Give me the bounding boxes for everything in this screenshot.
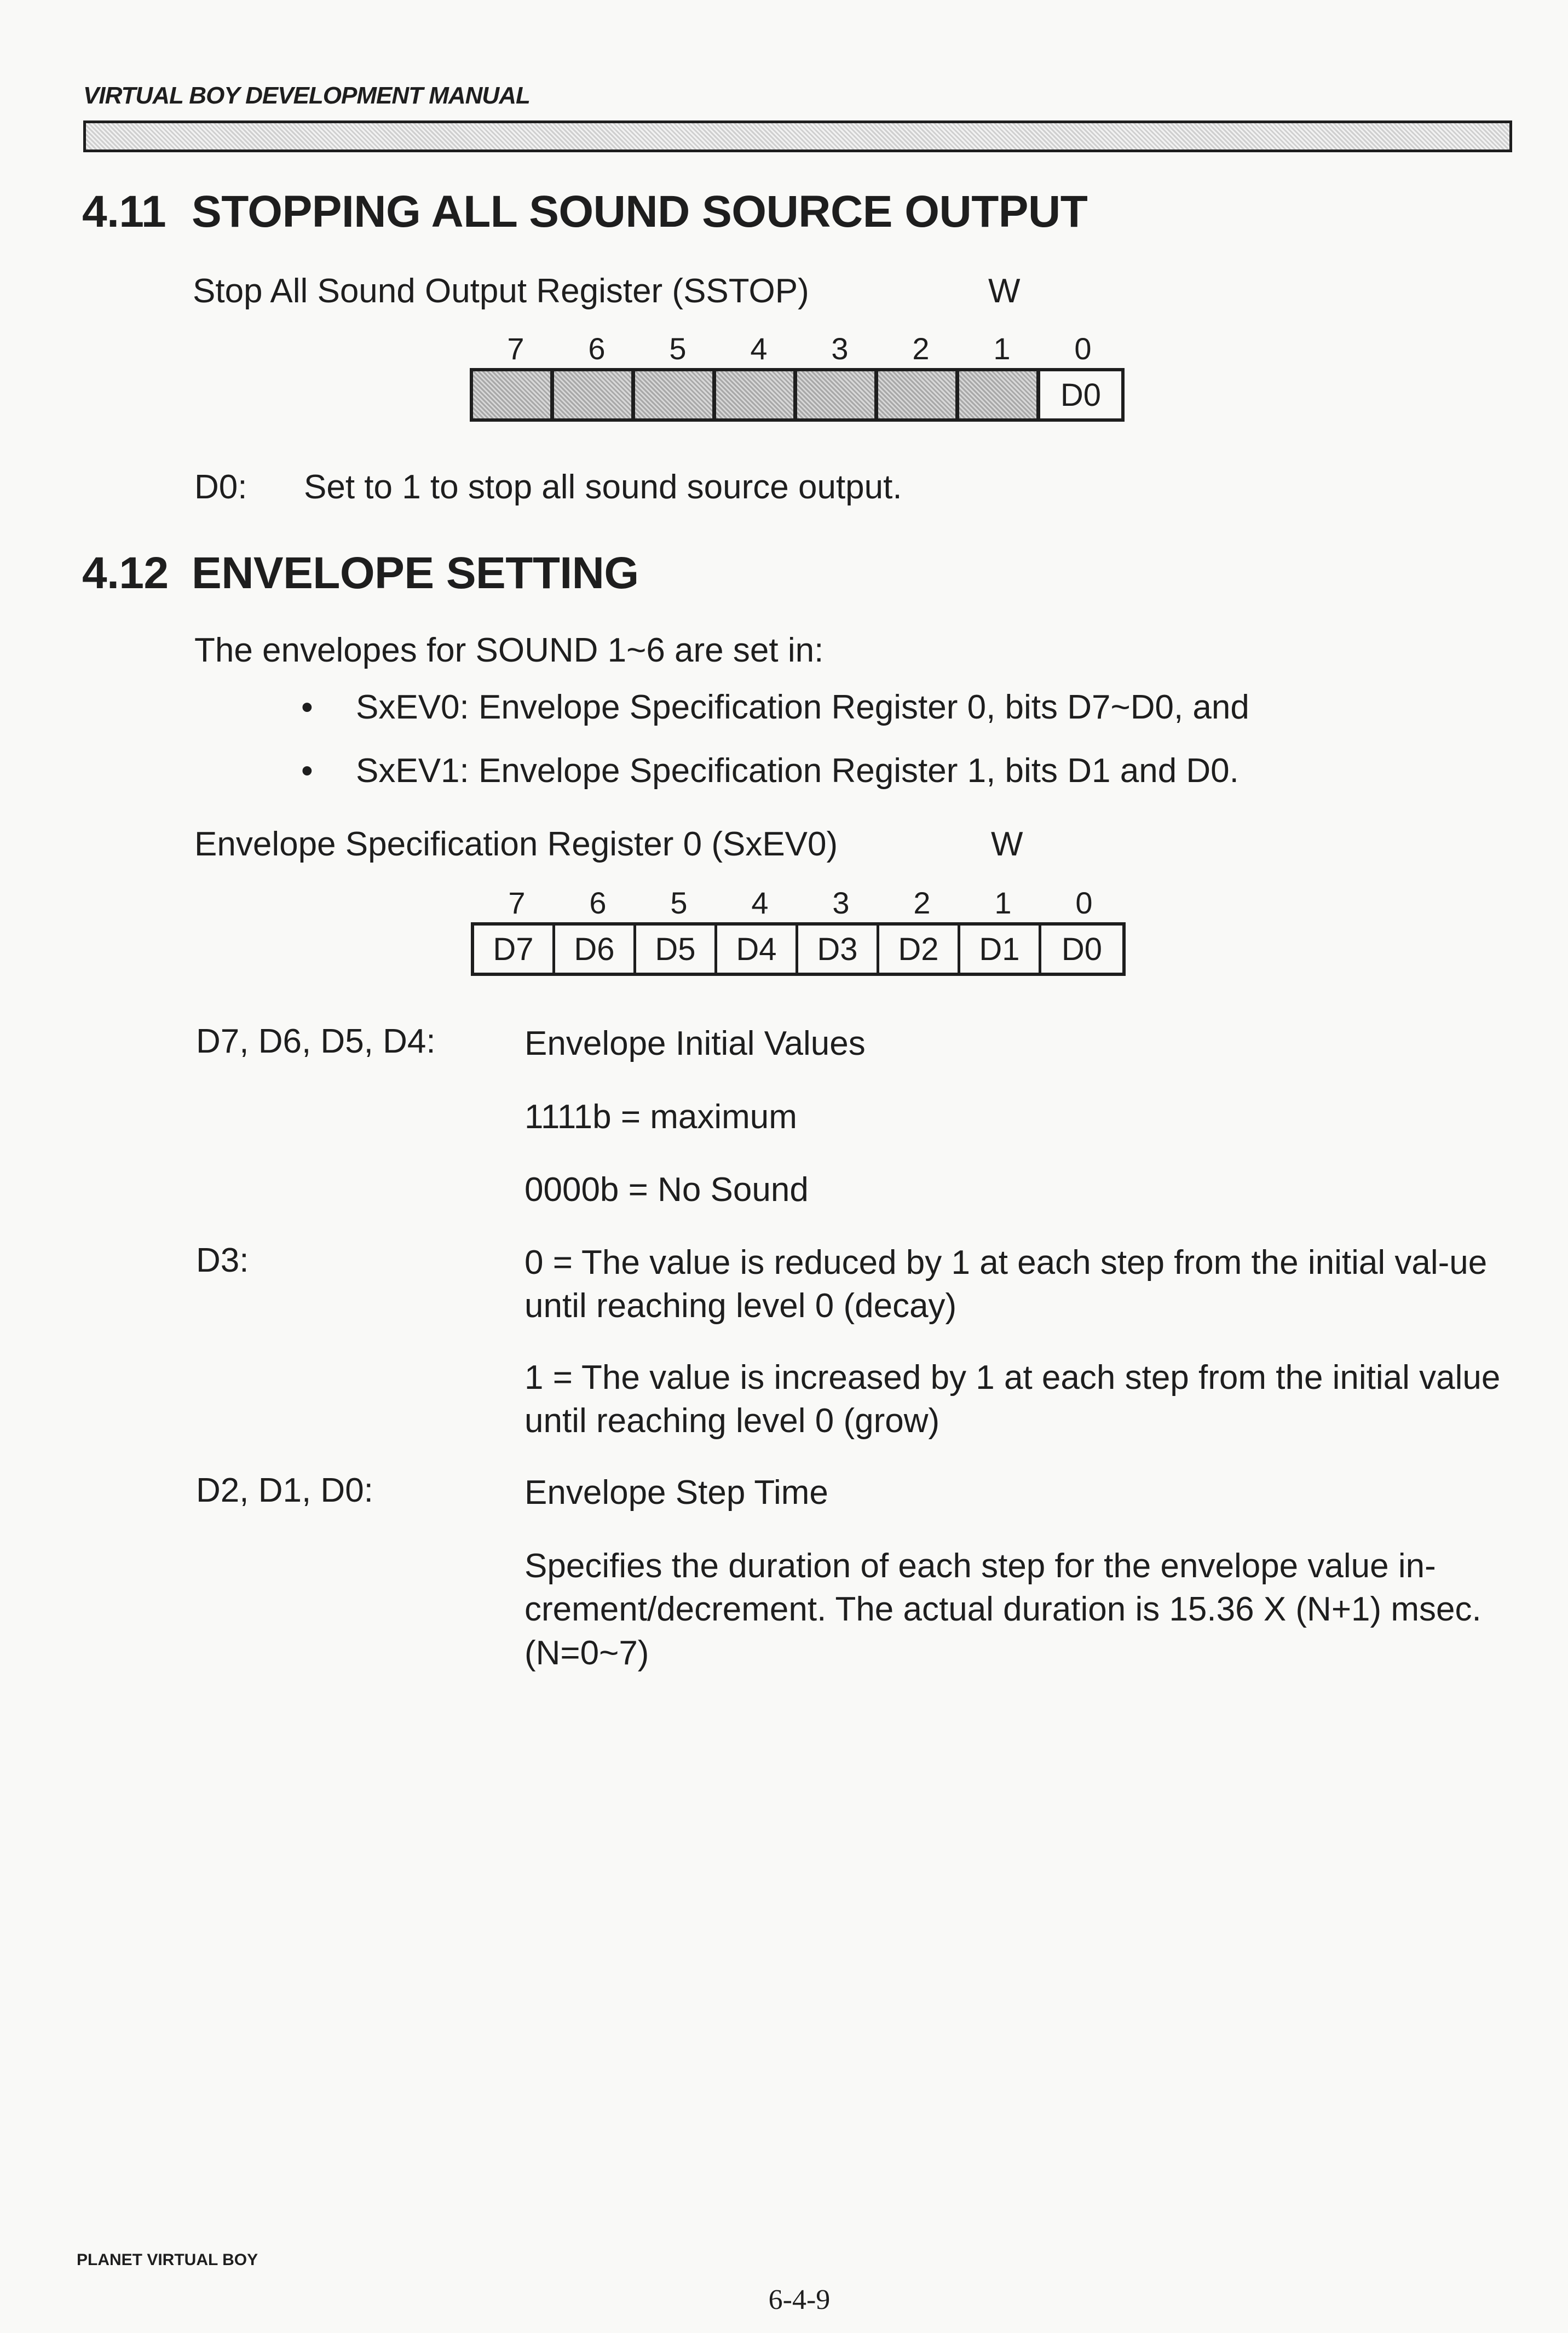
section-412-title: ENVELOPE SETTING: [192, 548, 639, 598]
bit-number: 5: [669, 331, 687, 366]
bit-number: 6: [588, 331, 606, 366]
section-412-intro: The envelopes for SOUND 1~6 are set in:: [194, 631, 824, 669]
field-label-d2-d0: D2, D1, D0:: [196, 1472, 373, 1509]
reserved-bit-cell: [554, 371, 635, 418]
bit-number: 1: [994, 886, 1012, 920]
page-number: 6-4-9: [768, 2284, 831, 2315]
reserved-bit-cell: [797, 371, 878, 418]
bit-number: 5: [670, 886, 688, 920]
field-desc-line: Specifies the duration of each step for the envelope value in-crement/decrement. The actual duration is 15.36 X (N+1) msec. (N=0~7): [524, 1547, 1481, 1672]
field-desc-line: 0000b = No Sound: [524, 1171, 809, 1209]
field-desc-line: 1111b = maximum: [524, 1098, 797, 1136]
field-desc-line: 1 = The value is increased by 1 at each step from the initial value until reaching level 0 (grow): [524, 1359, 1501, 1440]
section-412-heading: [82, 548, 639, 599]
sxev0-access: W: [991, 825, 1023, 863]
bit-number: 3: [832, 886, 850, 920]
field-label-d7-d4: D7, D6, D5, D4:: [196, 1022, 436, 1060]
bullet-item: [301, 688, 1249, 727]
bullet-text: SxEV0: Envelope Specification Register 0, bits D7~D0, and: [356, 688, 1249, 726]
sstop-field-label: D0:: [194, 468, 247, 506]
bit-number: 4: [750, 331, 768, 366]
bullet-text: SxEV1: Envelope Specification Register 1, bits D1 and D0.: [356, 752, 1239, 790]
field-desc-line: Envelope Step Time: [524, 1474, 828, 1512]
bit-cell-d3: D3: [798, 926, 879, 973]
sstop-access: W: [988, 272, 1021, 310]
bit-cell-d2: D2: [879, 926, 960, 973]
reserved-bit-cell: [635, 371, 716, 418]
sxev0-register-name: Envelope Specification Register 0 (SxEV0): [194, 825, 838, 863]
field-desc-line: Envelope Initial Values: [524, 1025, 866, 1062]
section-411-title: STOPPING ALL SOUND SOURCE OUTPUT: [192, 187, 1088, 237]
reserved-bit-cell: [716, 371, 797, 418]
sxev0-register-diagram: [471, 922, 1126, 976]
bit-number: 2: [912, 331, 930, 366]
bit-number: 0: [1074, 331, 1092, 366]
bit-cell-d4: D4: [717, 926, 798, 973]
field-desc-line: 0 = The value is reduced by 1 at each step from the initial val-ue until reaching level 0 (decay): [524, 1244, 1488, 1325]
sstop-register-name: Stop All Sound Output Register (SSTOP): [193, 272, 809, 310]
d0-bit-cell: D0: [1060, 377, 1102, 413]
bullet-dot: •: [301, 752, 313, 790]
bit-number: 7: [507, 331, 524, 366]
bit-cell-d0: D0: [1061, 931, 1103, 967]
reserved-bit-cell: [959, 371, 1040, 418]
bit-number: 0: [1075, 886, 1093, 920]
section-411-number: 4.11: [82, 187, 166, 237]
sxev0-bit-numbers: [476, 885, 1125, 921]
bit-cell-d5: D5: [636, 926, 717, 973]
header-rule: [83, 120, 1512, 152]
bullet-item: [301, 751, 1239, 790]
bit-number: 1: [993, 331, 1011, 366]
reserved-bit-cell: [878, 371, 959, 418]
sstop-field-desc: Set to 1 to stop all sound source output.: [304, 468, 902, 506]
bit-cell-d7: D7: [474, 926, 555, 973]
bit-number: 7: [508, 886, 526, 920]
bit-number: 3: [831, 331, 849, 366]
reserved-bit-cell: [473, 371, 554, 418]
bit-number: 6: [589, 886, 607, 920]
sstop-bit-numbers: [475, 331, 1123, 366]
bit-number: 4: [751, 886, 769, 920]
section-411-heading: [82, 186, 1087, 238]
bit-cell-d6: D6: [555, 926, 636, 973]
bit-cell-d1: D1: [960, 926, 1041, 973]
field-label-d3: D3:: [196, 1242, 249, 1279]
sstop-register-diagram: [470, 368, 1125, 422]
running-header: VIRTUAL BOY DEVELOPMENT MANUAL: [83, 82, 530, 109]
bit-number: 2: [913, 886, 931, 920]
bullet-dot: •: [301, 688, 313, 726]
section-412-number: 4.12: [82, 548, 169, 598]
footer-publisher: PLANET VIRTUAL BOY: [77, 2251, 258, 2269]
